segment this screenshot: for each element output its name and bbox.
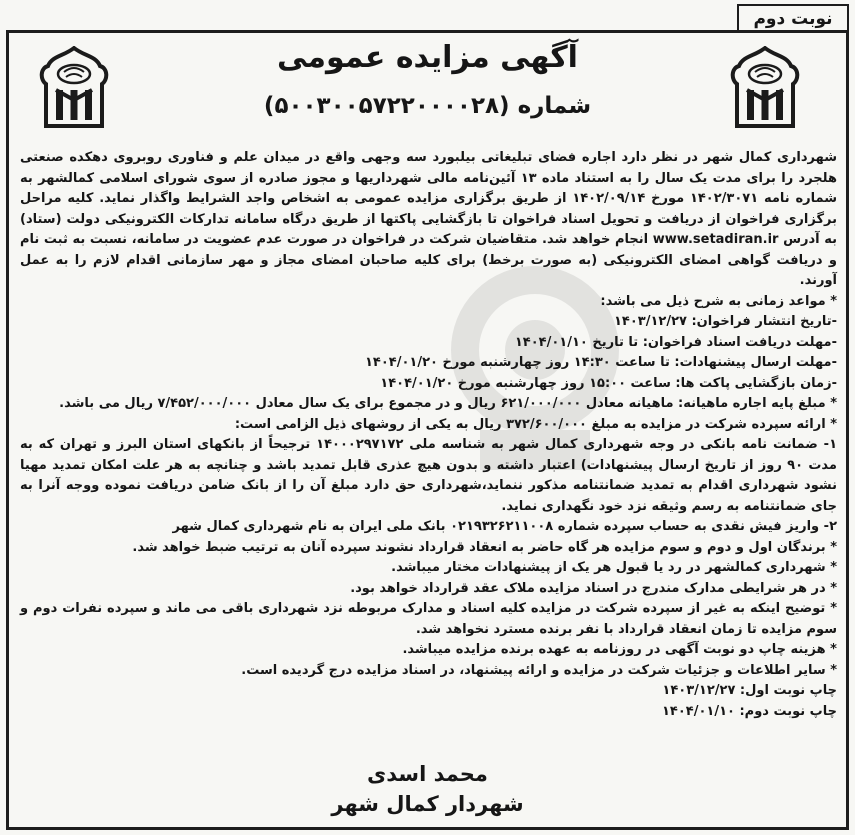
schedule-header: * مواعد زمانی به شرح ذیل می باشد: <box>600 293 837 309</box>
rule-discretion: * شهرداری کمالشهر در رد یا قبول هر یک از پیشنهادات مختار میباشد. <box>391 560 837 575</box>
publish-date: -تاریخ انتشار فراخوان: ۱۴۰۳/۱۲/۲۷ <box>613 314 837 329</box>
municipality-emblem-icon <box>38 46 110 130</box>
intro-paragraph <box>20 148 837 292</box>
signature-block <box>280 759 575 819</box>
bid-deadline: -مهلت ارسال پیشنهادات: تا ساعت ۱۴:۳۰ روز چهارشنبه مورخ ۱۴۰۴/۰۱/۲۰ <box>365 355 837 370</box>
municipality-emblem-icon <box>729 46 801 130</box>
tender-number: شماره (۵۰۰۳۰۰۵۷۲۲۰۰۰۰۲۸) <box>263 93 592 119</box>
cash-deposit: ۲- واریز فیش نقدی به حساب سپرده شماره ۰۲۱۹۳۲۶۲۱۱۰۰۸ بانک ملی ایران به نام شهرداری کمال شهر <box>172 519 837 534</box>
rule-other-info: * سایر اطلاعات و جزئیات شرکت در مزایده و ارائه پیشنهاد، در اسناد مزایده درج گردیده است. <box>241 662 837 678</box>
document-deadline: -مهلت دریافت اسناد فراخوان: تا تاریخ ۱۴۰۴/۰۱/۱۰ <box>514 334 837 350</box>
signer-name: محمد اسدی <box>367 762 488 786</box>
intro-continuation: انجام خواهد شد. متقاضیان شرکت در فراخوان در صورت عدم عضویت در سامانه، نسبت به ثبت نام و دریافت گواهی امضای الکترونیکی (به صورت برخط) برای کلیه صاحبان امضای مجاز و مهر سازمانی اقدام لازم را به عمل آورند. <box>20 232 837 288</box>
opening-time: -زمان بازگشایی پاکت ها: ساعت ۱۵:۰۰ روز چهارشنبه مورخ ۱۴۰۴/۰۱/۲۰ <box>380 375 837 391</box>
notice-title: آگهی مزایده عمومی <box>277 40 578 75</box>
deposit-requirement: * ارائه سپرده شرکت در مزایده به مبلغ ۳۷۲/۶۰۰/۰۰۰ ریال به یکی از روشهای ذیل الزامی است: <box>234 416 837 432</box>
base-price: * مبلغ پایه اجاره ماهیانه: ماهیانه معادل ۶۲۱/۰۰۰/۰۰۰ ریال و در مجموع برای یک سال معادل ۷/۴۵۲/۰۰۰/۰۰۰ ریال می باشد. <box>59 396 837 411</box>
signer-title: شهردار کمال شهر <box>331 792 524 816</box>
bank-guarantee: ۱- ضمانت نامه بانکی در وجه شهرداری کمال شهر به شناسه ملی ۱۴۰۰۰۲۹۷۱۷۲ ترجیحاً از بانکهای استان البرز و تهران که به مدت ۹۰ روز از تاریخ ارسال پیشنهادات) اعتبار داشته و بدون هیچ عذری قابل تمدید باشد و چنانچه به هر علت امکان تمدید مهیا نشود شهرداری اقدام به تمدید ضمانتنامه مذکور ننماید،شهرداری حق دارد مبلغ آن را از بانک ضامن دریافت نموده ووجه آنرا به جای ضمانتنامه به رسم وثیقه نزد خود نگهداری نماید. <box>20 437 837 514</box>
website-link[interactable]: www.setadiran.ir <box>652 232 779 247</box>
rule-winners: * برندگان اول و دوم و سوم مزایده هر گاه حاضر به انعقاد قرارداد نشوند سپرده آنان به ترتیب ضبط خواهد شد. <box>132 539 837 555</box>
rule-deposit-return: * توضیح اینکه به غیر از سپرده شرکت در مزایده کلیه اسناد و مدارک مربوطه نزد شهرداری باقی می ماند و سپرده نفرات دوم و سوم مزایده تا زمان انعقاد قرارداد با نفر برنده مسترد نخواهد شد. <box>20 601 837 637</box>
second-print-date: چاپ نوبت دوم: ۱۴۰۴/۰۱/۱۰ <box>661 703 837 719</box>
first-print-date: چاپ نوبت اول: ۱۴۰۳/۱۲/۲۷ <box>662 683 837 698</box>
intro-text: شهرداری کمال شهر در نظر دارد اجاره فضای تبلیغاتی بیلبورد سه وجهی واقع در میدان علم و فناوری روبروی دهکده صنعتی هلجرد را برای مدت یک سال را به استناد ماده ۱۳ آئین‌نامه مالی شهرداریها و مجوز صادره از سوی شورای اسلامی کمالشهر به شماره نامه ۱۴۰۲/۳۰۷۱ مورخ ۱۴۰۲/۰۹/۱۴ از طریق برگزاری مزایده عمومی به اشخاص واجد الشرایط واگذار نماید. کلیه مراحل برگزاری فراخوان از دریافت و تحویل اسناد فراخوان تا بازگشایی پاکتها از طریق درگاه سامانه تدارکات الکترونیکی دولت (ستاد) به آدرس <box>20 150 837 247</box>
notice-body <box>20 148 837 722</box>
round-tag: نوبت دوم <box>737 4 849 33</box>
rule-documents: * در هر شرایطی مدارک مندرج در اسناد مزایده ملاک عقد قرارداد خواهد بود. <box>350 580 837 596</box>
rule-ad-cost: * هزینه چاپ دو نوبت آگهی در روزنامه به عهده برنده مزایده میباشد. <box>402 642 837 657</box>
